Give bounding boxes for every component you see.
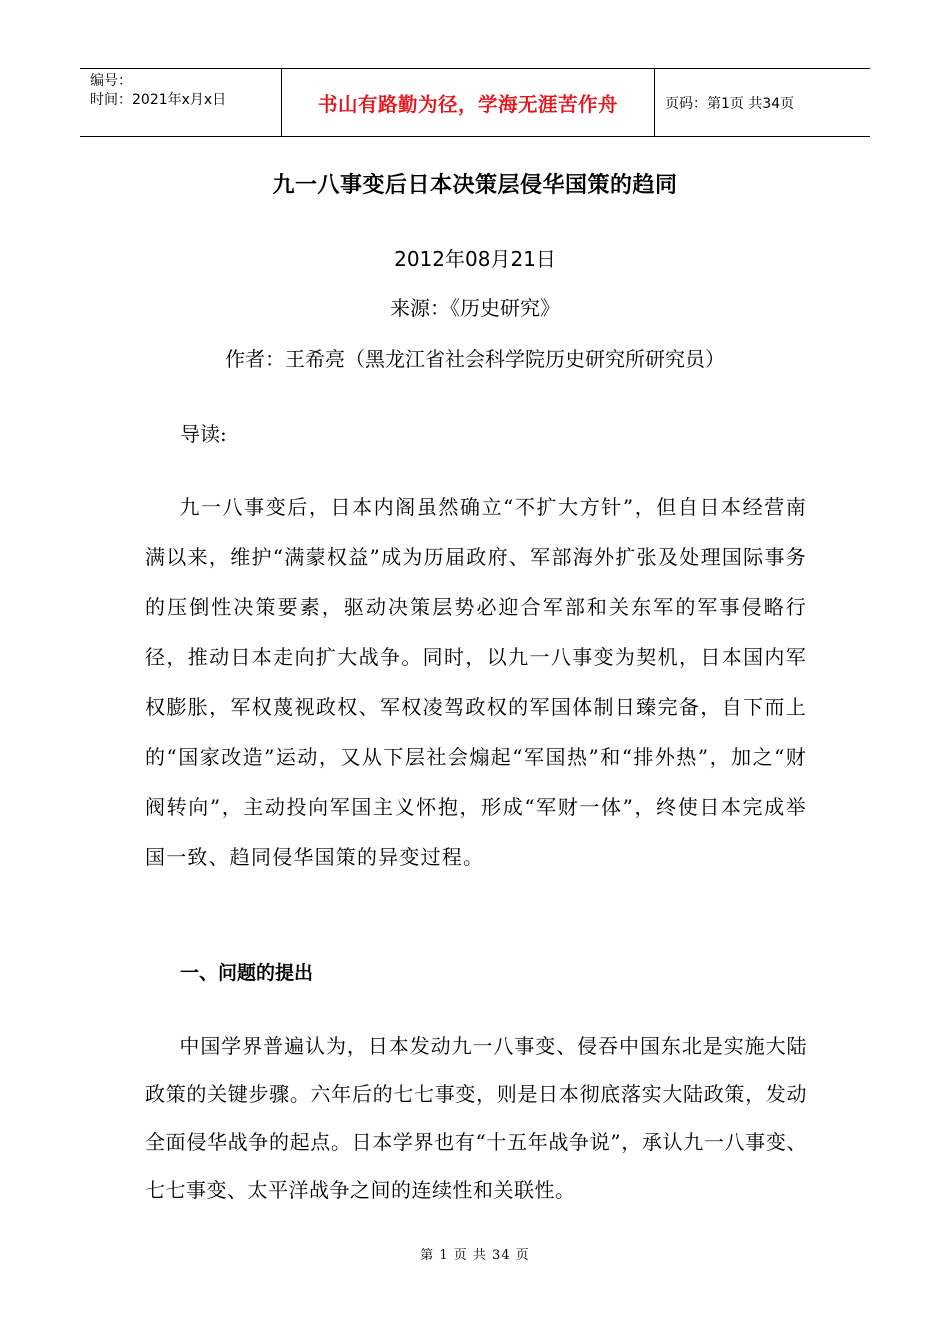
article-author: 作者：王希亮（黑龙江省社会科学院历史研究所研究员） — [225, 347, 725, 371]
article-source: 来源：《历史研究》 — [390, 296, 560, 320]
intro-text: 九一八事变后，日本内阁虽然确立“不扩大方针”，但自日本经营南满以来，维护“满蒙权益”成为历届政府、军部海外扩张及处理国际事务的压倒性决策要素，驱动决策层势必迎合军部和关东军的军事侵略行径，推动日本走向扩大战争。同时，以九一八事变为契机，日本国内军权膨胀，军权蔑视政权、军权凌驾政权的军国体制日臻完备，自下而上的“国家改造”运动，又从下层社会煽起“军国热”和“排外热”，加之“财阀转向”，主动投向军国主义怀抱，形成“军财一体”，终使日本完成举国一致、趋同侵华国策的异变过程。 — [145, 495, 807, 869]
header-page-cell — [655, 69, 870, 136]
section-text: 中国学界普遍认为，日本发动九一八事变、侵吞中国东北是实施大陆政策的关键步骤。六年后的七七事变，则是日本彻底落实大陆政策，发动全面侵华战争的起点。日本学界也有“十五年战争说”，承认九一八事变、七七事变、太平洋战争之间的连续性和关联性。 — [145, 1034, 807, 1202]
intro-paragraph — [145, 482, 807, 882]
intro-label: 导读: — [180, 422, 227, 446]
article-date: 2012年08月21日 — [394, 247, 556, 271]
article-title: 九一八事变后日本决策层侵华国策的趋同 — [272, 173, 678, 198]
motto-text: 书山有路勤为径，学海无涯苦作舟 — [317, 92, 618, 116]
header-motto-cell — [281, 69, 655, 136]
section-paragraph — [145, 1022, 807, 1214]
number-label: 编号： — [90, 73, 132, 89]
header-meta-cell — [80, 69, 281, 136]
page-footer: 第 1 页 共 34 页 — [420, 1248, 530, 1263]
section-heading: 一、问题的提出 — [180, 962, 314, 984]
header-table — [80, 68, 870, 137]
time-label: 时间：2021年x月x日 — [90, 92, 227, 108]
page-info: 页码：第1页 共34页 — [665, 95, 795, 112]
